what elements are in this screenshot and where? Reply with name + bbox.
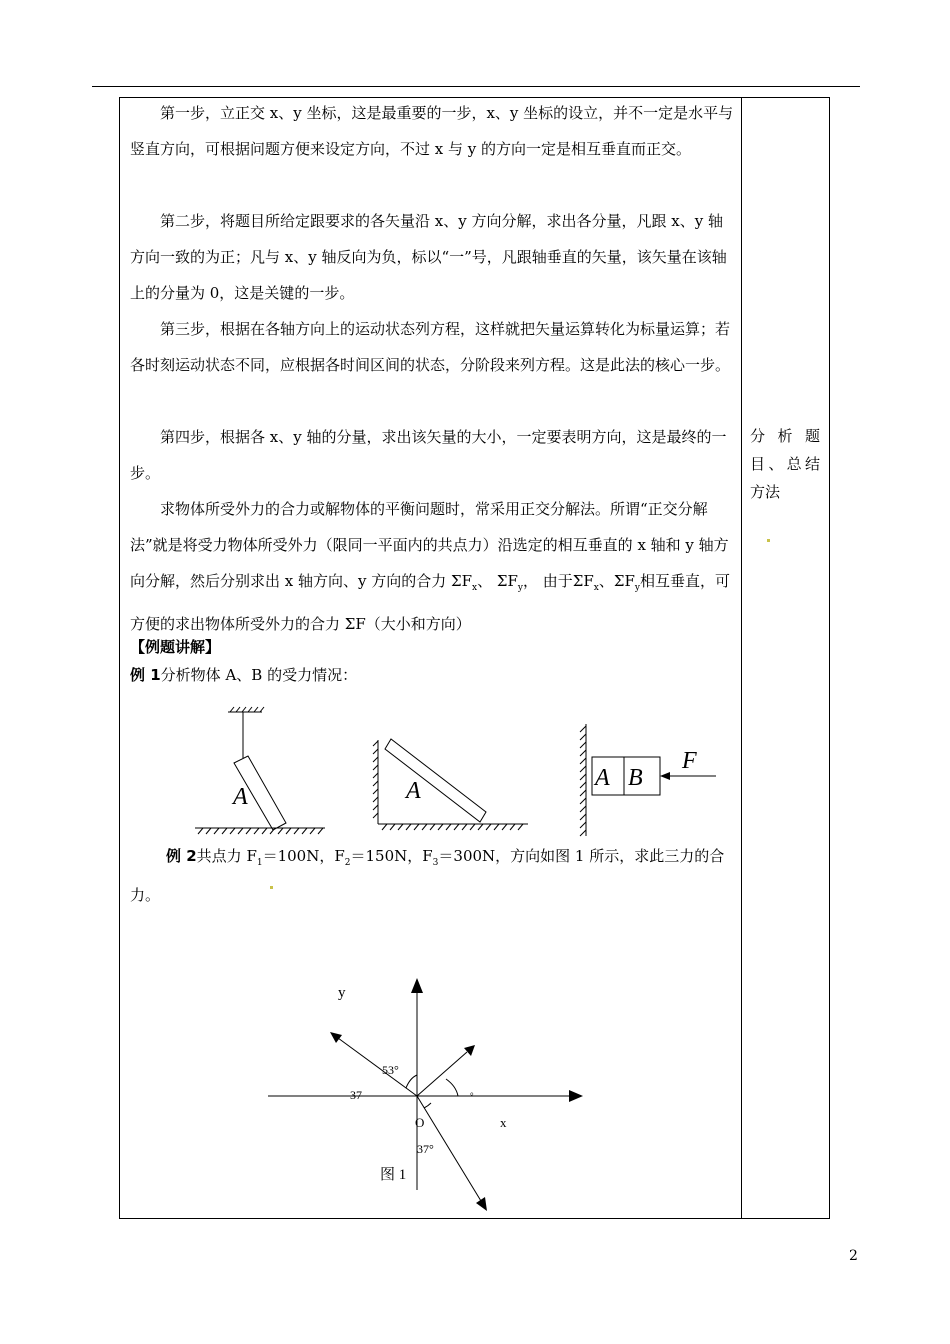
stray-dot-2 (270, 886, 273, 889)
force-diagram (260, 975, 590, 1220)
section-heading: 【例题讲解】 (130, 638, 221, 656)
angle-37-left-label: 37 (350, 1088, 362, 1102)
block-a-label-2: A (406, 778, 421, 804)
angle-37-bottom-label: 37° (417, 1142, 434, 1156)
step1-paragraph: 第一步，立正交 x、y 坐标，这是最重要的一步，x、y 坐标的设立，并不一定是水平与竖直方向，可根据问题方便来设定方向，不过 x 与 y 的方向一定是相互垂直而正交。 (130, 104, 734, 158)
figure-blocks-ab (574, 722, 724, 838)
example2-paragraph: 例 2共点力 $F_1=100N$，$F_2=150N$，$F_3=300N$，方向如图 1 所示，求此三力的合力。 (130, 847, 725, 904)
figure-caption: 图 1 (380, 1167, 407, 1183)
block-a-label-3: A (595, 765, 610, 791)
origin-label: O (415, 1115, 425, 1130)
column-divider (741, 97, 742, 1219)
block-a-label: A (233, 784, 248, 810)
side-note: 分析题目、总结方法 (750, 427, 820, 501)
page-number: 2 (849, 1248, 858, 1264)
example1-line: 例 1分析物体 A、B 的受力情况： (130, 666, 358, 684)
step3-paragraph: 第三步，根据在各轴方向上的运动状态列方程，这样就把矢量运算转化为标量运算；若各时刻运动状态不同，应根据各时间区间的状态，分阶段来列方程。这是此法的核心一步。 (130, 320, 731, 374)
angle-37-right-label: ° (470, 1091, 474, 1101)
figure-leaning-rod (370, 736, 532, 834)
figure-hanging-rod (190, 706, 335, 836)
force-f-label: F (682, 748, 697, 774)
header-rule (92, 86, 860, 87)
step2-paragraph: 第二步，将题目所给定跟要求的各矢量沿 x、y 方向分解，求出各分量，凡跟 x、y 轴方向一致的为正；凡与 x、y 轴反向为负，标以“一”号，凡跟轴垂直的矢量，该矢量在该轴上的分量为 0，这是关键的一步。 (130, 212, 727, 302)
stray-dot (767, 539, 770, 542)
y-axis-label: y (338, 985, 346, 1001)
step4-paragraph: 第四步，根据各 x、y 轴的分量，求出该矢量的大小，一定要表明方向，这是最终的一步。 (130, 428, 727, 482)
x-axis-label: x (500, 1115, 507, 1130)
block-b-label: B (628, 765, 643, 791)
angle-53-label: 53° (382, 1063, 399, 1077)
summary-paragraph: 求物体所受外力的合力或解物体的平衡问题时，常采用正交分解法。所谓“正交分解法”就是将受力物体所受外力（限同一平面内的共点力）沿选定的相互垂直的 x 轴和 y 轴方向分解，然后分别求出 x 轴方向、y 方向的合力 $\Sigma F_x$、 $\Sigma F_y$， 由于$\Sigma F_x$、$\Sigma F_y$相互垂直，可方便的求出物体所受外力的合力 ΣF（大小和方向） (130, 500, 730, 633)
